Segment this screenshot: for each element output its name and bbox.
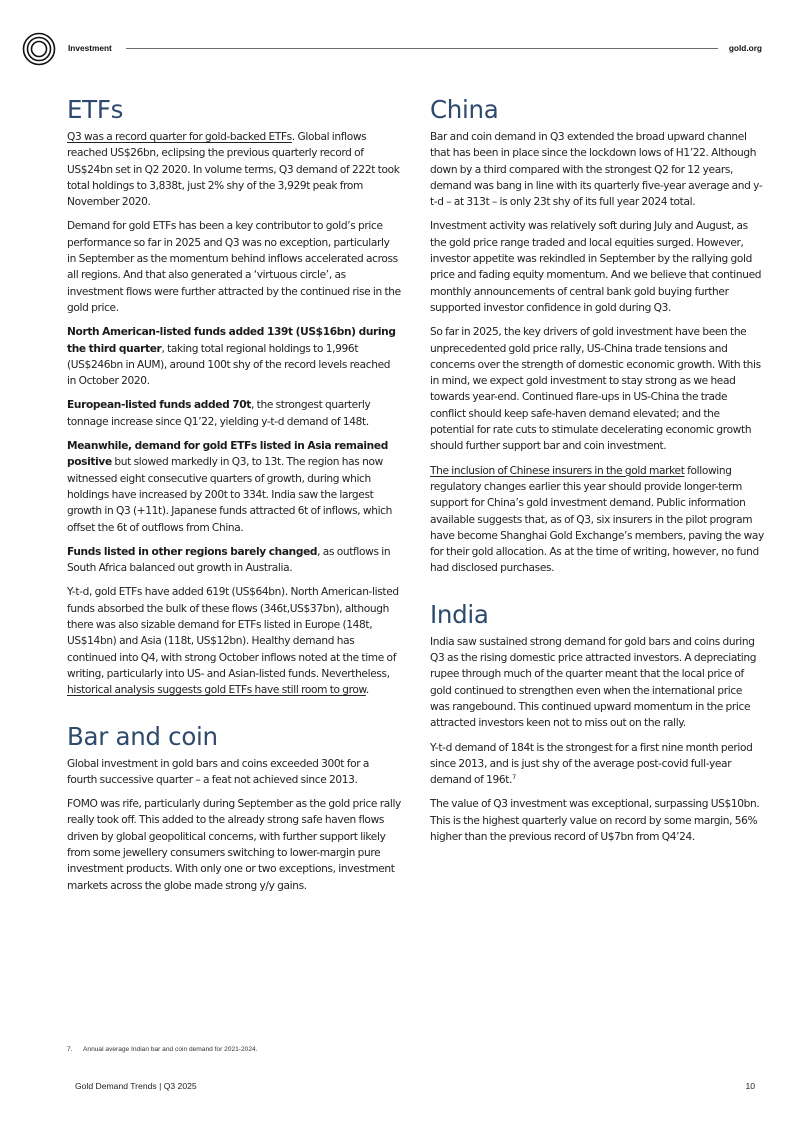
footnote-text: Annual average Indian bar and coin demand for 2021-2024. — [83, 1046, 258, 1053]
paragraph-text: . — [365, 684, 369, 697]
bold-lead: European-listed funds added 70t — [67, 399, 252, 412]
chinese-insurers-link[interactable]: The inclusion of Chinese insurers in the gold market — [430, 464, 685, 477]
section-heading-bar-and-coin: Bar and coin — [67, 721, 218, 751]
historical-analysis-link[interactable]: historical analysis suggests gold ETFs have still room to grow — [67, 684, 366, 697]
paragraph — [67, 544, 401, 577]
china-section — [430, 94, 764, 577]
paragraph: FOMO was rife, particularly during September as the gold price rally really took off. This added to the already strong safe haven flows driven by global geopolitical concerns, with further support likely from some jewellery consumers switching to lower-margin pure investment products. With only one or two exceptions, investment markets across the globe made strong y/y gains. — [67, 798, 401, 892]
paragraph: Demand for gold ETFs has been a key contributor to gold’s price performance so far in 2025 and Q3 was no exception, particularly in September as the momentum behind inflows accelerated across all regions. And that also generated a ‘virtuous circle’, as investment flows were further attracted by the continued rise in the gold price. — [67, 220, 401, 314]
header-section-label: Investment — [68, 43, 112, 53]
paragraph-text: Y-t-d, gold ETFs have added 619t (US$64bn). North American-listed funds absorbed the bulk of these flows (346t,US$37bn), although there was also sizable demand for ETFs listed in Europe (148t, US$14bn) and Asia (118t, US$12bn). Healthy demand has continued into Q4, with strong October inflows noted at the time of writing, particularly into US- and Asian-listed funds. Nevertheless, — [67, 586, 399, 680]
paragraph — [67, 584, 401, 698]
footnote — [67, 1046, 258, 1053]
paragraph: The value of Q3 investment was exceptional, surpassing US$10bn. This is the highest quarterly value on record by some margin, 56% higher than the previous record of U$7bn from Q4’24. — [430, 798, 760, 843]
paragraph: India saw sustained strong demand for gold bars and coins during Q3 as the rising domestic price attracted investors. A depreciating rupee through much of the quarter meant that the local price of gold continued to strengthen even when the international price was rangebound. This continued upward momentum in the price attracted investors keen not to miss out on the rally. — [430, 635, 757, 730]
right-column — [430, 94, 764, 853]
bar-and-coin-section — [67, 721, 401, 894]
section-heading-etfs: ETFs — [67, 95, 124, 124]
paragraph: So far in 2025, the key drivers of gold investment have been the unprecedented gold price rally, US-China trade tensions and concerns over the strength of domestic economic growth. With this in mind, we expect gold investment to stay strong as we head towards year-end. Continued flare-ups in US-China the trade conflict should keep safe-haven demand elevated; and the potential for rate cuts to stimulate decelerating economic growth should further support bar and coin investment. — [430, 326, 761, 453]
paragraph — [67, 438, 401, 536]
paragraph-text: but slowed markedly in Q3, to 13t. The region has now witnessed eight consecutive quarters of growth, during which holdings have increased by 200t to 334t. India saw the largest growth in Q3 (+11t). Japanese funds attracted 6t of inflows, which offset the 6t of outflows from China. — [67, 456, 393, 534]
paragraph — [67, 397, 401, 430]
concentric-rings-logo-icon — [22, 32, 56, 66]
paragraph: Bar and coin demand in Q3 extended the broad upward channel that has been in place since the lockdown lows of H1’22. Although down by a third compared with the strongest Q2 for 12 years, demand was bang in line with its quarterly five-year average and y-t-d – at 313t – is only 23t shy of its full year 2024 total. — [430, 131, 763, 209]
paragraph-text: , taking total regional holdings to 1,996t (US$246bn in AUM), around 100t shy of the record levels reached in October 2020. — [67, 342, 391, 388]
page-number: 10 — [745, 1081, 755, 1091]
paragraph — [67, 324, 401, 389]
bold-lead: Meanwhile, demand for gold ETFs listed in Asia remained positive — [67, 440, 388, 469]
record-quarter-etfs-link[interactable]: Q3 was a record quarter for gold-backed ETFs — [67, 131, 292, 143]
paragraph — [430, 463, 764, 577]
etfs-section — [67, 94, 401, 699]
paragraph: Investment activity was relatively soft during July and August, as the gold price range traded and local equities surged. However, investor appetite was rekindled in September by the rallying gold price and fading equity momentum. And we believe that continued monthly announcements of central bank gold buying further supported investor confidence in gold during Q3. — [430, 220, 762, 314]
footnote-number: 7. — [67, 1046, 73, 1053]
paragraph — [67, 129, 401, 210]
paragraph-text: . Global inflows reached US$26bn, eclipsing the previous quarterly record of US$24bn set in Q2 2020. In volume terms, Q3 demand of 222t took total holdings to 3,838t, just 2% shy of the 3,929t peak from November 2020. — [67, 131, 400, 209]
header-divider — [126, 48, 718, 49]
paragraph-text: following regulatory changes earlier this year should provide longer-term support for China’s gold investment demand. Public information available suggests that, as of Q3, six insurers in the pilot program have become Shanghai Gold Exchange’s members, paving the way for their gold allocation. As at the time of writing, however, no fund had disclosed purchases. — [430, 464, 764, 575]
left-column — [67, 94, 401, 902]
paragraph — [430, 740, 764, 789]
section-heading-india: India — [430, 599, 489, 629]
paragraph-text: Y-t-d demand of 184t is the strongest for a first nine month period since 2013, and is just shy of the average post-covid full-year demand of 196t. — [430, 741, 753, 787]
paragraph: Global investment in gold bars and coins exceeded 300t for a fourth successive quarter – a feat not achieved since 2013. — [67, 757, 369, 786]
header-site-link[interactable]: gold.org — [728, 43, 762, 53]
bold-lead: North American-listed funds added 139t (US$16bn) during the third quarter — [67, 326, 396, 355]
paragraph-text: , as outflows in South Africa balanced out growth in Australia. — [67, 545, 391, 575]
bold-lead: Funds listed in other regions barely changed — [67, 545, 318, 558]
footer-publication-title: Gold Demand Trends | Q3 2025 — [75, 1081, 197, 1091]
india-section — [430, 599, 764, 846]
section-heading-china: China — [430, 95, 499, 124]
paragraph-text: , the strongest quarterly tonnage increase since Q1’22, yielding y-t-d demand of 148t. — [67, 399, 371, 428]
footnote-reference[interactable]: 7 — [512, 773, 516, 782]
